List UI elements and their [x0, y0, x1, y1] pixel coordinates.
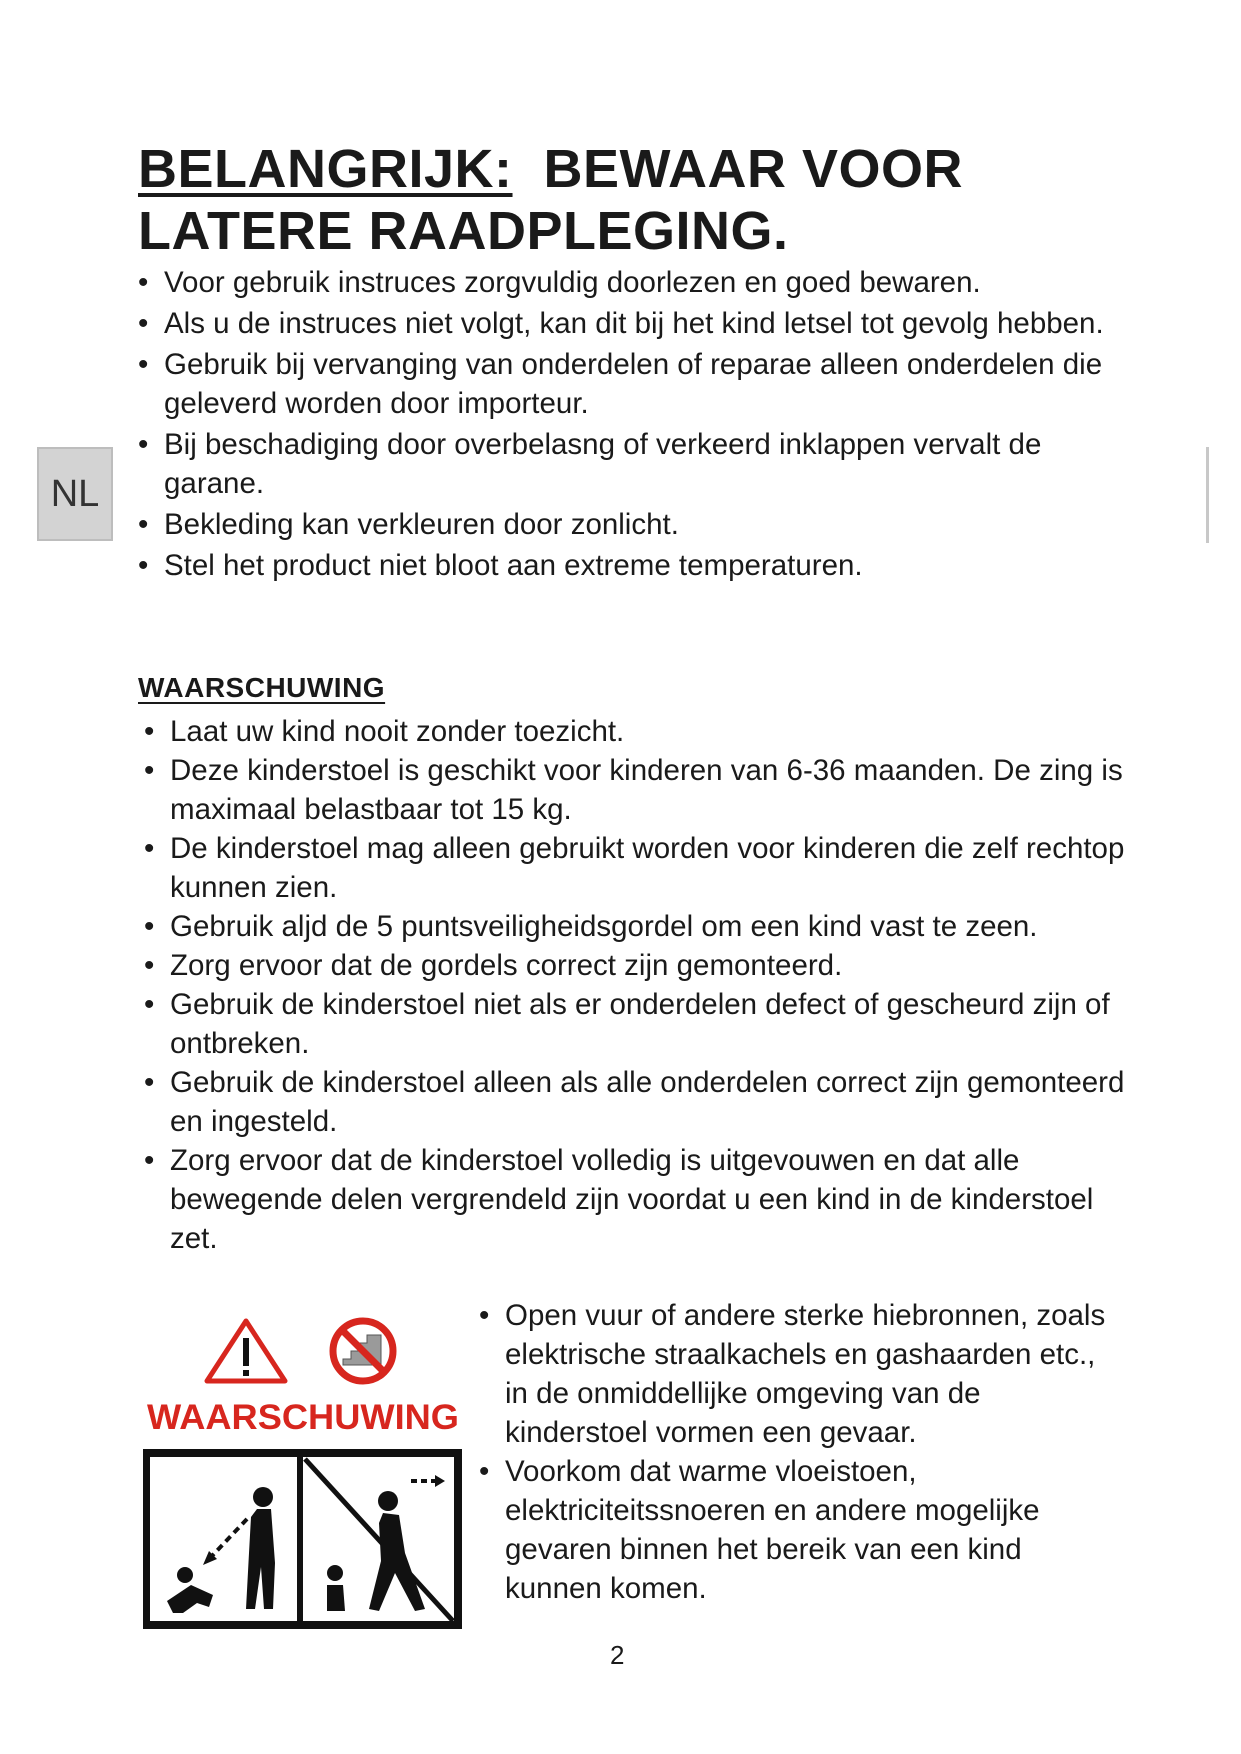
- list-item: • De kinderstoel mag alleen gebruikt worden voor kinderen die zelf rechtop kunnen zien.: [144, 829, 1144, 907]
- list-item: • Voorkom dat warme vloeistoen, elektriciteitssnoeren en andere mogelijke gevaren binnen het bereik van een kind kunnen komen.: [479, 1452, 1119, 1608]
- language-tab: NL: [37, 447, 113, 541]
- title-line1-rest: BEWAAR VOOR: [543, 139, 964, 199]
- list-item: • Laat uw kind nooit zonder toezicht.: [144, 712, 1144, 751]
- list-item: • Zorg ervoor dat de kinderstoel volledig is uitgevouwen en dat alle bewegende delen vergrendeld zijn voordat u een kind in de kinderstoel zet.: [144, 1141, 1144, 1258]
- adult-watching-child-icon: [167, 1487, 275, 1613]
- list-item: • Deze kinderstoel is geschikt voor kinderen van 6-36 maanden. De zing is maximaal belastbaar tot 15 kg.: [144, 751, 1144, 829]
- list-item: • Zorg ervoor dat de gordels correct zijn gemonteerd.: [144, 946, 1144, 985]
- warning-triangle-icon: [207, 1321, 285, 1381]
- title-emphasis: BELANGRIJK:: [138, 139, 513, 199]
- adult-leaving-child-icon: [305, 1459, 453, 1621]
- page-title: [138, 138, 963, 262]
- warning-list: [144, 712, 1144, 1258]
- list-item: • Stel het product niet bloot aan extreme temperaturen.: [138, 546, 1138, 585]
- list-item: • Gebruik aljd de 5 puntsveiligheidsgordel om een kind vast te zeen.: [144, 907, 1144, 946]
- list-item: • Voor gebruik instruces zorgvuldig doorlezen en goed bewaren.: [138, 263, 1138, 302]
- warning-heading: WAARSCHUWING: [138, 672, 386, 703]
- list-item: • Als u de instruces niet volgt, kan dit bij het kind letsel tot gevolg hebben.: [138, 304, 1138, 343]
- graphic-label: WAARSCHUWING: [147, 1398, 459, 1437]
- important-list: [138, 263, 1138, 587]
- warning-graphic: [143, 1313, 463, 1633]
- list-item: • Open vuur of andere sterke hiebronnen, zoals elektrische straalkachels en gashaarden etc., in de onmiddellijke omgeving van de kinderstoel vormen een gevaar.: [479, 1296, 1119, 1452]
- title-line2: LATERE RAADPLEGING.: [138, 201, 789, 261]
- margin-rule: [1206, 447, 1209, 543]
- page-number: 2: [610, 1640, 625, 1670]
- list-item: • Bij beschadiging door overbelasng of verkeerd inklappen vervalt de garane.: [138, 425, 1138, 503]
- list-item: • Gebruik de kinderstoel niet als er onderdelen defect of gescheurd zijn of ontbreken.: [144, 985, 1144, 1063]
- fire-hazard-list: [479, 1296, 1119, 1608]
- no-stairs-icon: [333, 1321, 393, 1381]
- list-item: • Gebruik de kinderstoel alleen als alle onderdelen correct zijn gemonteerd en ingesteld.: [144, 1063, 1144, 1141]
- list-item: • Bekleding kan verkleuren door zonlicht.: [138, 505, 1138, 544]
- list-item: • Gebruik bij vervanging van onderdelen of reparae alleen onderdelen die geleverd worden door importeur.: [138, 345, 1138, 423]
- pictogram-panel: [146, 1453, 458, 1625]
